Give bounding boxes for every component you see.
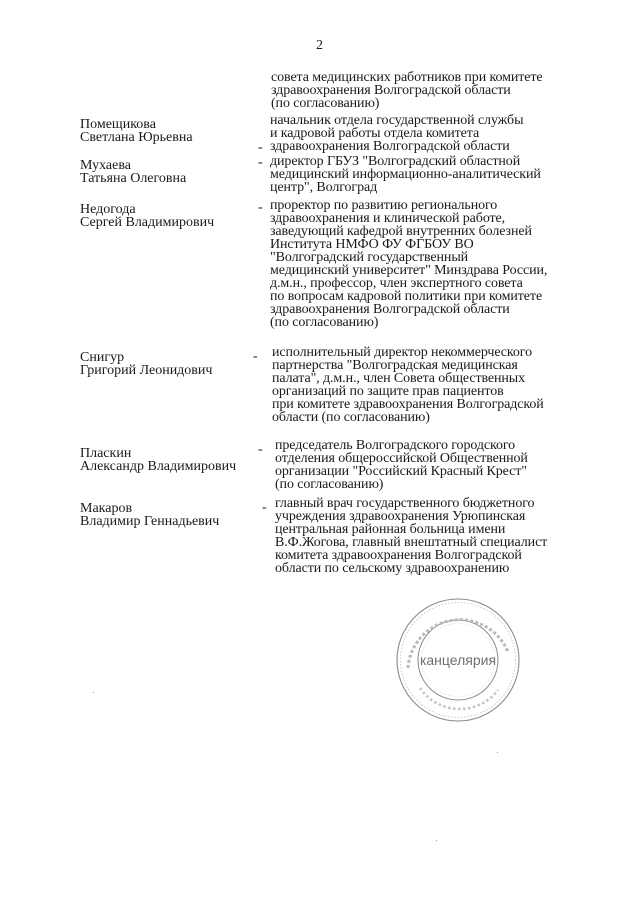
member-name: Снигур Григорий Леонидович	[80, 350, 213, 378]
member-dash: -	[258, 442, 263, 457]
scan-speck	[436, 840, 437, 841]
member-name: Недогода Сергей Владимирович	[80, 202, 215, 230]
member-role: исполнительный директор некоммерческого партнерства "Волгоградская медицинская палата", д.м.н., член Совета общественных организаций по защите прав пациентов при комитете здравоохранения Волгоградской области (по согласованию)	[272, 345, 544, 425]
member-dash: -	[258, 200, 263, 215]
member-name: Макаров Владимир Геннадьевич	[80, 501, 220, 529]
member-role: проректор по развитию регионального здравоохранения и клинической работе, заведующий кафедрой внутренних болезней Института НМФО ФУ ФГБОУ ВО "Волгоградский государственный медицинский университет" Минздрава России, д.м.н., профессор, член экспертного совета по вопросам кадровой политики при комитете здравоохранения Волгоградской области (по согласованию)	[270, 198, 548, 330]
member-role: главный врач государственного бюджетного учреждения здравоохранения Урюпинская центральная районная больница имени В.Ф.Жогова, главный внештатный специалист комитета здравоохранения Волгоградской области по сельскому здравоохранению	[275, 496, 548, 576]
member-role: председатель Волгоградского городского отделения общероссийской Общественной организации "Российский Красный Крест" (по согласованию)	[275, 438, 528, 492]
member-dash: -	[258, 155, 263, 170]
scan-speck	[93, 692, 94, 693]
page-number: 2	[316, 38, 323, 53]
member-name: Мухаева Татьяна Олеговна	[80, 158, 187, 186]
member-dash: -	[258, 140, 263, 155]
continuation-text: совета медицинских работников при комитете здравоохранения Волгоградской области (по согласованию)	[271, 70, 543, 111]
office-stamp	[394, 596, 522, 724]
stamp-center-text: канцелярия	[419, 652, 497, 668]
member-name: Помещикова Светлана Юрьевна	[80, 117, 193, 145]
member-dash: -	[253, 349, 258, 364]
member-role: директор ГБУЗ "Волгоградский областной медицинский информационно-аналитический центр", Волгоград	[270, 154, 541, 195]
member-dash: -	[262, 500, 267, 515]
scan-speck	[497, 752, 498, 753]
member-role: начальник отдела государственной службы и кадровой работы отдела комитета здравоохранения Волгоградской области	[270, 113, 524, 154]
member-name: Пласкин Александр Владимирович	[80, 446, 237, 474]
stamp-seal-icon	[394, 596, 522, 724]
